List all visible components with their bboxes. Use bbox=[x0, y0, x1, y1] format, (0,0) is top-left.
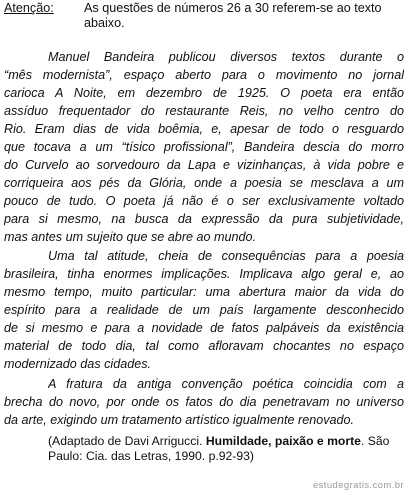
passage-line: A fratura da antiga convenção poética coincidia com a bbox=[48, 377, 404, 391]
notice-text: As questões de números 26 a 30 referem-se ao texto abaixo. bbox=[84, 1, 382, 30]
passage-line: modernizado das cidades. bbox=[4, 357, 152, 371]
passage-line: brecha do novo, por onde os fatos do dia penetravam no universo bbox=[4, 395, 404, 409]
passage-line: mesmo tempo, muito particular: uma abertura maior da vida do bbox=[4, 285, 404, 299]
watermark: estudegratis.com.br bbox=[312, 480, 404, 491]
passage-line: material de todo dia, tal como afloravam chocantes no espaço bbox=[4, 339, 404, 353]
passage-line: do Curvelo ao sorvedouro da Lapa e vizinhanças, à vida pobre e bbox=[4, 158, 404, 172]
passage-line: espírito para a realidade de um país largamente desconhecido bbox=[4, 303, 404, 317]
passage-line: brasileira, tinha enormes implicações. Implicava algo geral e, ao bbox=[4, 267, 404, 281]
passage-line: carioca A Noite, em dezembro de 1925. O poeta era então bbox=[4, 86, 404, 100]
passage-line: Manuel Bandeira publicou diversos textos durante o bbox=[48, 50, 404, 64]
passage-line: corriqueira aos pés da Glória, onde a poesia se mesclava a um bbox=[4, 176, 404, 190]
passage-line: “mês modernista”, espaço aberto para o movimento no jornal bbox=[4, 68, 404, 82]
citation-prefix: (Adaptado de Davi Arrigucci. bbox=[48, 434, 206, 448]
notice-label: Atenção: bbox=[4, 1, 54, 15]
citation-title: Humildade, paixão e morte bbox=[205, 434, 361, 448]
passage-line: para si mesmo, na busca da expressão da pura subjetividade, bbox=[4, 212, 404, 226]
passage-line: pouco de tudo. O poeta já não é o ser exclusivamente voltado bbox=[4, 194, 404, 208]
citation-suffix: . São Paulo: Cia. das Letras, 1990. p.92-93) bbox=[48, 434, 390, 463]
passage-line: da arte, exigindo um tratamento artístico igualmente renovado. bbox=[4, 413, 355, 427]
citation bbox=[48, 434, 404, 464]
passage-line: Rio. Eram dias de vida boêmia, e, apesar de todo o resguardo bbox=[4, 122, 404, 136]
passage-line: Uma tal atitude, cheia de consequências para a poesia bbox=[48, 249, 404, 263]
passage-line: de si mesmo e para a novidade de fatos palpáveis da existência bbox=[4, 321, 404, 335]
passage-line: assíduo frequentador do restaurante Reis, no velho centro do bbox=[4, 104, 404, 118]
passage-line: que tocava a um “tísico profissional”, Bandeira descia do morro bbox=[4, 140, 404, 154]
passage-line: mas antes um sujeito que se abre ao mundo. bbox=[4, 230, 257, 244]
